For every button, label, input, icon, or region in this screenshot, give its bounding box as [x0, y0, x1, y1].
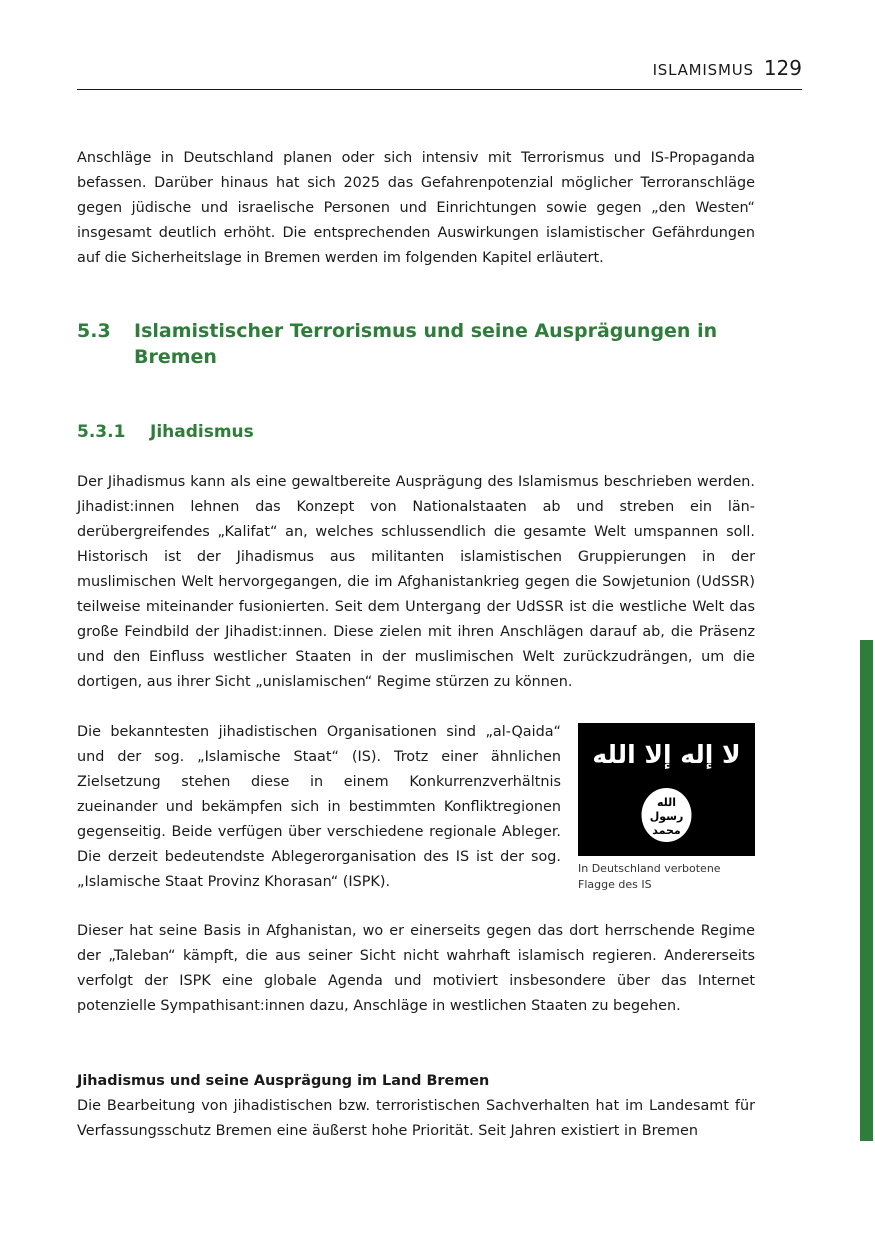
- flag-seal-line1: الله: [656, 796, 677, 809]
- page-number: 129: [763, 56, 802, 80]
- section-title: Islamistischer Terrorismus und seine Ausprägungen in Bremen: [134, 320, 718, 368]
- running-header-section: ISLAMISMUS: [652, 61, 754, 79]
- running-header: [653, 56, 802, 84]
- chapter-marker-bar: [860, 640, 873, 1141]
- subsection-heading: [77, 420, 254, 444]
- flag-figure: [578, 723, 755, 893]
- paragraph-bremen: Die Bearbeitung von jihadistischen bzw. terroristischen Sachverhalten hat im Landesamt für Verfassungsschutz Bremen eine äußerst hohe Priorität. Seit Jahren existiert in Bremen: [77, 1098, 755, 1139]
- header-rule: [77, 89, 802, 90]
- flag-seal-line3: محمد: [652, 824, 681, 837]
- paragraph-organisations: Die bekanntesten jihadistischen Organisationen sind „al-Qaida“ und der sog. „Islamische Staat“ (IS). Trotz einer ähnlichen Zielsetzung stehen diese in einem Konkurrenzverhältnis zueinander und bekämpfen sich in bestimmten Konfliktregionen gegenseitig. Beide verfügen über verschiedene regionale Ableger. Die derzeit bedeutendste Ablegerorganisation des IS ist der sog. „Islamische Staat Provinz Khorasan“ (ISPK).: [77, 724, 561, 890]
- subsection-title: Jihadismus: [150, 422, 254, 442]
- subheading-bremen: Jihadismus und seine Ausprägung im Land Bremen: [77, 1073, 490, 1089]
- flag-top-script: لا إله إلا الله: [592, 740, 741, 769]
- section-number: 5.3: [77, 320, 111, 342]
- section-heading: [77, 318, 757, 370]
- flag-graphic: [578, 723, 755, 856]
- paragraph-jihadism-definition: Der Jihadismus kann als eine gewaltbereite Ausprägung des Islamismus beschrieben werden. Jihadist:innen lehnen das Konzept von Nationalstaaten ab und streben ein länderübergreifendes „Kalifat“ an, welches schlussendlich die gesamte Welt umspannen soll. Historisch ist der Jihadismus aus militanten islamistischen Gruppierungen in der muslimischen Welt hervorgegangen, die im Afghanistankrieg gegen die Sowjetunion (UdSSR) teilweise miteinander fusionierten. Seit dem Untergang der UdSSR ist die westliche Welt das große Feindbild der Jihadist:innen. Diese zielen mit ihren Anschlägen darauf ab, die Präsenz und den Einfluss westlicher Staaten in der muslimischen Welt zurückzudrängen, um die dortigen, aus ihrer Sicht „unislamischen“ Regime stürzen zu können.: [77, 474, 755, 690]
- figure-caption: In Deutschland verbotene Flagge des IS: [578, 862, 721, 891]
- paragraph-ispk: Dieser hat seine Basis in Afghanistan, wo er einerseits gegen das dort herrschende Regime der „Taleban“ kämpft, die aus seiner Sicht nicht wahrhaft islamisch regieren. Andererseits verfolgt der ISPK eine globale Agenda und motiviert insbesondere über das Internet potenzielle Sympathisant:innen dazu, Anschläge in westlichen Staaten zu begehen.: [77, 923, 755, 1014]
- paragraph-intro: Anschläge in Deutschland planen oder sich intensiv mit Terrorismus und IS-Propaganda befassen. Darüber hinaus hat sich 2025 das Gefahrenpotenzial möglicher Terroranschläge gegen jüdische und israelische Personen und Einrichtungen sowie gegen „den Westen“ insgesamt deutlich erhöht. Die entsprechenden Auswirkungen islamistischer Gefährdungen auf die Sicherheitslage in Bremen werden im folgenden Kapitel erläutert.: [77, 150, 755, 266]
- flag-seal-line2: رسول: [649, 810, 684, 823]
- subsection-number: 5.3.1: [77, 422, 126, 442]
- is-flag-image: [578, 723, 755, 856]
